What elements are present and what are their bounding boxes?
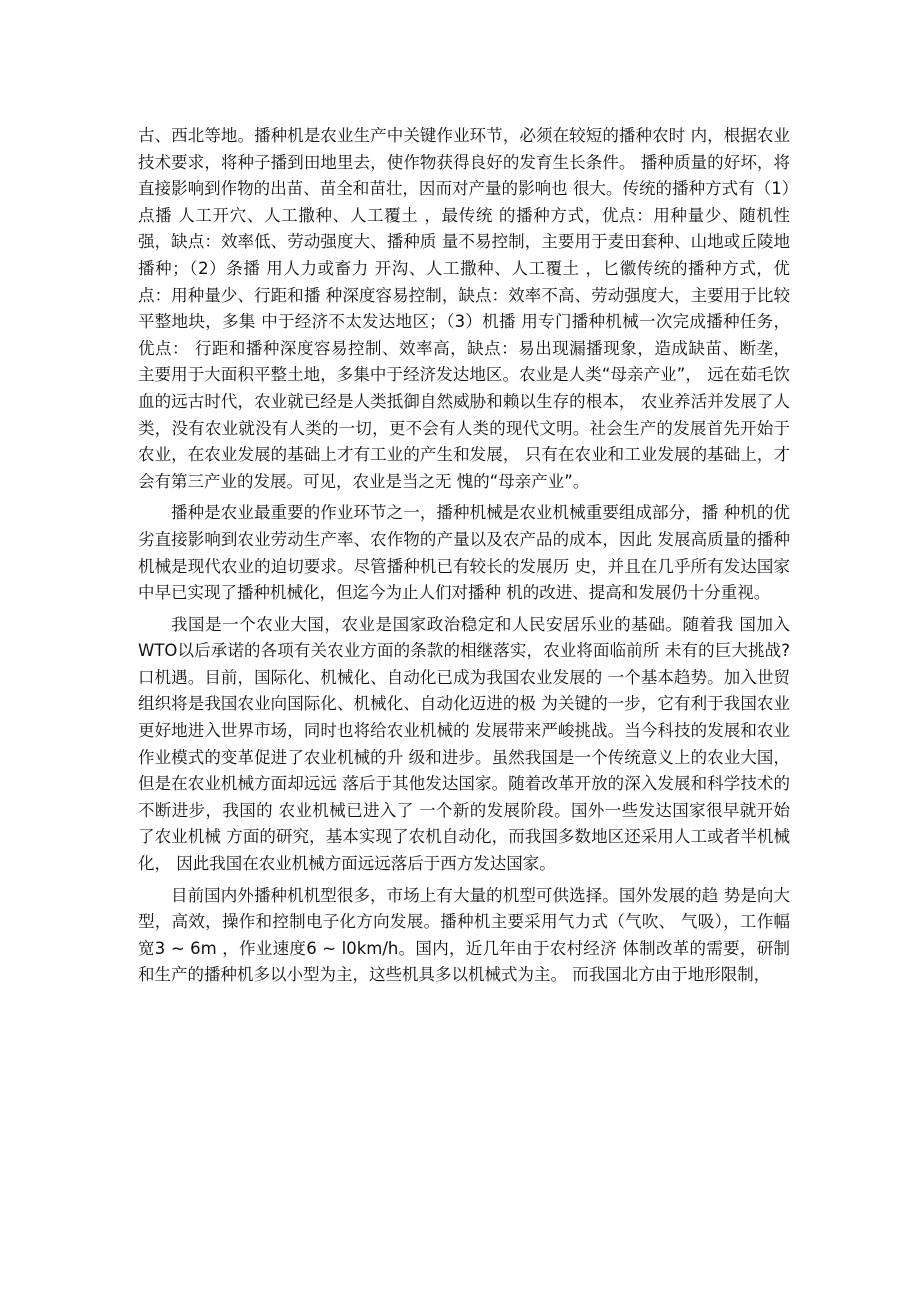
paragraph-1: 古、西北等地。播种机是农业生产中关键作业环节，必须在较短的播种农时 内，根据农业技术要求，将种子播到田地里去，使作物获得良好的发育生长条件。 播种质量的好坏，将直接影响到作物的出苗、苗全和苗壮，因而对产量的影响也 很大。传统的播种方式有（1）点播 人工开穴、人工撒种、人工覆土 ，最传统 的播种方式，优点：用种量少、随机性强，缺点：效率低、劳动强度大、播种质 量不易控制，主要用于麦田套种、山地或丘陵地播种；（2）条播 用人力或畜力 开沟、人工撒种、人工覆土 ，匕徽传统的播种方式，优点：用种量少、行距和播 种深度容易控制，缺点：效率不高、劳动强度大，主要用于比较平整地块，多集 中于经济不太发达地区；（3）机播 用专门播种机械一次完成播种任务，优点： 行距和播种深度容易控制、效率高，缺点：易出现漏播现象，造成缺苗、断垄， 主要用于大面积平整土地，多集中于经济发达地区。农业是人类“母亲产业”， 远在茹毛饮血的远古时代，农业就已经是人类抵御自然威胁和赖以生存的根本， 农业养活并发展了人类，没有农业就没有人类的一切，更不会有人类的现代文明。社会生产的发展首先开始于农业，在农业发展的基础上才有工业的产生和发展， 只有在农业和工业发展的基础上，才会有第三产业的发展。可见，农业是当之无 愧的“母亲产业”。 — [138, 126, 790, 491]
paragraph-4: 目前国内外播种机机型很多，市场上有大量的机型可供选择。国外发展的趋 势是向大型，高效，操作和控制电子化方向发展。播种机主要采用气力式（气吹、 气吸），工作幅宽3 ~ 6m ，作业速度6 ~ l0km/h。国内，近几年由于农村经济 体制改革的需要，研制和生产的播种机多以小型为主，这些机具多以机械式为主。 而我国北方由于地形限制， — [138, 885, 790, 985]
paragraph-2: 播种是农业最重要的作业环节之一，播种机械是农业机械重要组成部分，播 种机的优劣直接影响到农业劳动生产率、农作物的产量以及农产品的成本，因此 发展高质量的播种机械是现代农业的迫切要求。尽管播种机已有较长的发展历 史，并且在几乎所有发达国家中早已实现了播种机械化，但迄今为止人们对播种 机的改进、提高和发展仍十分重视。 — [138, 503, 790, 603]
document-body — [138, 123, 790, 994]
paragraph-3: 我国是一个农业大国，农业是国家政治稳定和人民安居乐业的基础。随着我 国加入WTO以后承诺的各项有关农业方面的条款的相继落实，农业将面临前所 未有的巨大挑战?口机遇。目前，国际化、机械化、自动化已成为我国农业发展的 一个基本趋势。加入世贸组织将是我国农业向国际化、机械化、自动化迈进的极 为关键的一步，它有利于我国农业更好地进入世界市场，同时也将给农业机械的 发展带来严峻挑战。当今科技的发展和农业作业模式的变革促进了农业机械的升 级和进步。虽然我国是一个传统意义上的农业大国，但是在农业机械方面却远远 落后于其他发达国家。随着改革开放的深入发展和科学技术的不断进步，我国的 农业机械已进入了 一个新的发展阶段。国外一些发达国家很早就开始了农业机械 方面的研究，基本实现了农机自动化，而我国多数地区还采用人工或者半机械化， 因此我国在农业机械方面远远落后于西方发达国家。 — [138, 614, 790, 874]
